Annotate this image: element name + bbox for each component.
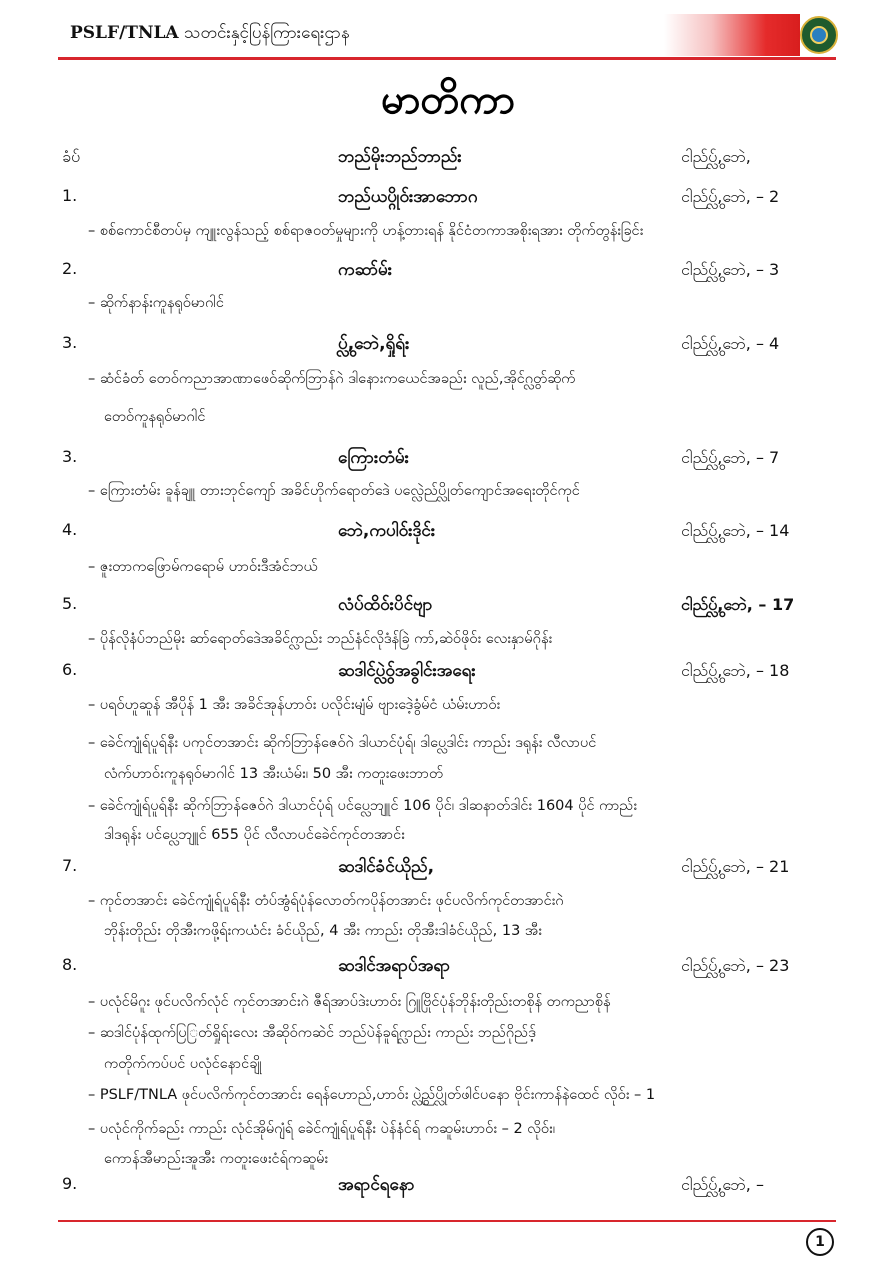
toc-entry	[0, 1174, 896, 1200]
toc-subitem: ဒါဒရုန်း ပင်ပ္လေဘျူင် 655 ပိုင် လီလာပင်ခေဲင်ကုင်တအာင်း	[104, 827, 405, 843]
toc-subitem: – စစ်ကောင်စီတပ်မှ ကျူးလွန်သည့် စစ်ရာဇဝတ်မှုများကို ဟန့်တားရန် နိုင်ငံတကာအစိုးရအား တိုက်တွန်းခြင်း	[88, 223, 644, 239]
toc-entry-title: အရာင်ရနော	[338, 1175, 415, 1195]
toc-subitem: ကောန်အီမာည်းအူအီး ကတူးဖေးငံရ်ကဆူမ်း	[104, 1151, 329, 1167]
toc-subitem: – ပလုံင်မိဂူး ဖုင်ပလိက်လုံင် ကုင်တအာင်းဂဲ ဇီရ်အာပ်ဒဲးဟာဝ်း ဂြူဗြိုင်ပုံန်ဘိုန်းတိုည်းတစိုန် တကညာစိုန်	[88, 994, 611, 1010]
toc-entry-title: ဆဒါင်ပ္လွဲဝ်အခွါင်းအရေး	[338, 661, 476, 681]
toc-entry-number: 3.	[62, 333, 78, 352]
page-header	[0, 0, 896, 78]
toc-entry-number: 5.	[62, 594, 78, 613]
toc-entry-number: 3.	[62, 447, 78, 466]
toc-entry	[0, 955, 896, 981]
toc-entry-page: ငါည်ပ္လွ်,ဘေဲ, – 4	[681, 334, 780, 353]
toc-entry-title: လံပ်ထိဝ်းပိင်ဗျာ	[338, 595, 433, 615]
toc-entry-title: ပ္လွ်,ဘေဲ,ရှိုရ်း	[338, 334, 410, 354]
toc-entry-title: ဘေဲ,ကပါဝ်းဒိုင်း	[338, 521, 436, 541]
toc-entry-number: 8.	[62, 955, 78, 974]
column-header-page: ငါည်ပ္လွ်,ဘေဲ,	[681, 147, 751, 166]
toc-entry	[0, 259, 896, 285]
toc-subitem: – ပလုံင်ကိုက်ခည်း ကာည်း လုံင်အိုမ်ဂျံရ် ခေဲင်ကျုံရ်ပူရ်နီး ပဲန်နံင်ရ် ကဆူမ်းဟာဝ်း – 2 လိုဝ်း၊	[88, 1121, 556, 1137]
page-title: မာတိကာ	[381, 77, 515, 123]
toc-entry-page: ငါည်ပ္လွ်,ဘေဲ, – 17	[681, 595, 795, 614]
toc-subitem: လံက်ဟာဝ်းကူနရုဝ်မာဂါင် 13 အီးယံမ်း၊ 50 အီး ကတူးဖေးဘာတ်	[104, 766, 444, 782]
toc-entry	[0, 594, 896, 620]
toc-entry	[0, 186, 896, 212]
header-title-my: သတင်းနှင့်ပြန်ကြားရေးဌာန	[184, 23, 350, 43]
toc-entry-page: ငါည်ပ္လွ်,ဘေဲ, – 23	[681, 956, 790, 975]
toc-subitem: တေဝ်ကူနရုဝ်မာဂါင်	[104, 409, 206, 425]
toc-subitem: – ဆံင်ခံတ် တေဝ်ကညာအာဏာဖေဝ်ဆိုက်ဘြာန်ဂဲ ဒါနေားကယေင်အခည်း လူည်,အိုင်ဂ္လွတ်ဆိုက်	[88, 371, 576, 387]
toc-entry-page: ငါည်ပ္လွ်,ဘေဲ, – 21	[681, 857, 790, 876]
header-divider	[58, 57, 836, 60]
org-seal-icon	[800, 16, 838, 54]
toc-entry-number: 4.	[62, 520, 78, 539]
toc-entry-page: ငါည်ပ္လွ်,ဘေဲ, –	[681, 1175, 764, 1194]
toc-subitem: ကတိုက်ကပ်ပင် ပလုံင်နောင်ချို	[104, 1056, 262, 1072]
toc-entry	[0, 447, 896, 473]
toc-entry-number: 1.	[62, 186, 78, 205]
toc-entry-title: ဆဒါင်ခံင်ယိုည်,	[338, 857, 435, 877]
toc-entry-title: ကြေားတံမ်း	[338, 448, 409, 468]
toc-subitem: – ဇူးတာကဖြောမ်ကရောမ် ဟာဝ်းဒီအံင်ဘယ်	[88, 559, 318, 575]
toc-entry-number: 7.	[62, 856, 78, 875]
header-red-band	[664, 14, 800, 56]
toc-subitem: – ပရဝ်ဟူဆူန် အီပိုန် 1 အီး အခိင်အုန်ဟာဝ်း ပလိုင်းမျံမ် ဗျားဒေဲ့ခွံမ်ငံ ယံမ်းဟာဝ်း	[88, 697, 501, 713]
page-number-badge: 1	[806, 1228, 834, 1256]
toc-entry-page: ငါည်ပ္လွ်,ဘေဲ, – 14	[681, 521, 790, 540]
column-header-number: ခံပ်	[62, 147, 81, 166]
footer-divider	[58, 1220, 836, 1222]
toc-entry-page: ငါည်ပ္လွ်,ဘေဲ, – 3	[681, 260, 780, 279]
column-headers	[0, 146, 896, 172]
header-title	[70, 22, 350, 47]
toc-subitem: – ဆဒါင်ပုံန်ထုက်ပြြတ်ရှိုရ်းလေး အီဆိုဝ်ကဆဲင် ဘည်ပဲန်ခူရ်ဂ္လာည်း ကာည်း ဘည်ဂိုည်ဒ့်	[88, 1025, 536, 1041]
toc-subitem: – ခေဲင်ကျုံရ်ပူရ်နီး ပကုင်တအာင်း ဆိုက်ဘြာန်ဇေဝ်ဂဲ ဒါယာင်ပုံရ်၊ ဒါပ္လေဒါင်း ကာည်း ဒရုန်း လီလာပင်	[88, 735, 597, 751]
toc-entry-title: ဆဒါင်အရာပ်အရာ	[338, 956, 451, 976]
toc-subitem: – PSLF/TNLA ဖုင်ပလိက်ကုင်တအာင်း ရေန်ဟောည်,ဟာဝ်း ပ္လွဲည်ပ္လိုတ်ဖါင်ပနော ဗိုင်းကာန်နဲထေင် လိုဝ်း – 1	[88, 1087, 656, 1103]
toc-entry-page: ငါည်ပ္လွ်,ဘေဲ, – 7	[681, 448, 780, 467]
toc-entry	[0, 856, 896, 882]
toc-subitem: ဘိုန်းတိုည်း တိုအီးကဖို့ရ်းကယံင်း ခံင်ယိုည်, 4 အီး ကာည်း တိုအီးဒါခံင်ယိုည်, 13 အီး	[104, 923, 542, 939]
header-title-en: PSLF/TNLA	[70, 23, 179, 43]
toc-entry-page: ငါည်ပ္လွ်,ဘေဲ, – 2	[681, 187, 780, 206]
toc-entry-number: 2.	[62, 259, 78, 278]
toc-entry-title: ကဆာ်မ်း	[338, 260, 393, 280]
toc-subitem: – ပိုန်လိုနံပ်ဘည်မိုး ဆာ်ရောတ်ဒေဲအခိင်ဂ္လာည်း ဘည်နံင်လိုဒံန်ခြဲ ကာ်,ဆဲဝ်ဖိုဝ်း လေးနှာမ်ဂိုန်း	[88, 631, 553, 647]
column-header-title: ဘည်မိုးဘည်ဘာည်း	[338, 147, 462, 167]
toc-entry-page: ငါည်ပ္လွ်,ဘေဲ, – 18	[681, 661, 790, 680]
toc-entry	[0, 660, 896, 686]
toc-entry-title: ဘည်ယပ္ဂိုဝ်းအာဘောဂ	[338, 187, 478, 207]
toc-subitem: – ခေဲင်ကျုံရ်ပူရ်နီး ဆိုက်ဘြာန်ဇေဝ်ဂဲ ဒါယာင်ပုံရ် ပင်ပ္လေဘျူင် 106 ပိုင်၊ ဒါဆနာတ်ဒါင်း 1604 ပိုင် ကာည်း	[88, 798, 637, 814]
toc-subitem: – ဆိုက်နာန်းကူနရုဝ်မာဂါင်	[88, 295, 224, 311]
toc-entry	[0, 520, 896, 546]
toc-entry	[0, 333, 896, 359]
toc-subitem: – ကုင်တအာင်း ခေဲင်ကျုံရ်ပူရ်နီး တံပ်အွံရ်ပုံန်လောတ်ကပိုန်တအာင်း ဖုင်ပလိက်ကုင်တအာင်းဂဲ	[88, 893, 564, 909]
toc-entry-number: 6.	[62, 660, 78, 679]
toc-entry-number: 9.	[62, 1174, 78, 1193]
toc-subitem: – ကြေားတံမ်း ခူန်ချူ တားဘုင်ကျော် အခိင်ဟိုက်ရောတ်ဒေဲ ပလ္လေဲည်ပ္လိုတ်ကျောင်အရေးတိုင်ကုင်	[88, 483, 580, 499]
